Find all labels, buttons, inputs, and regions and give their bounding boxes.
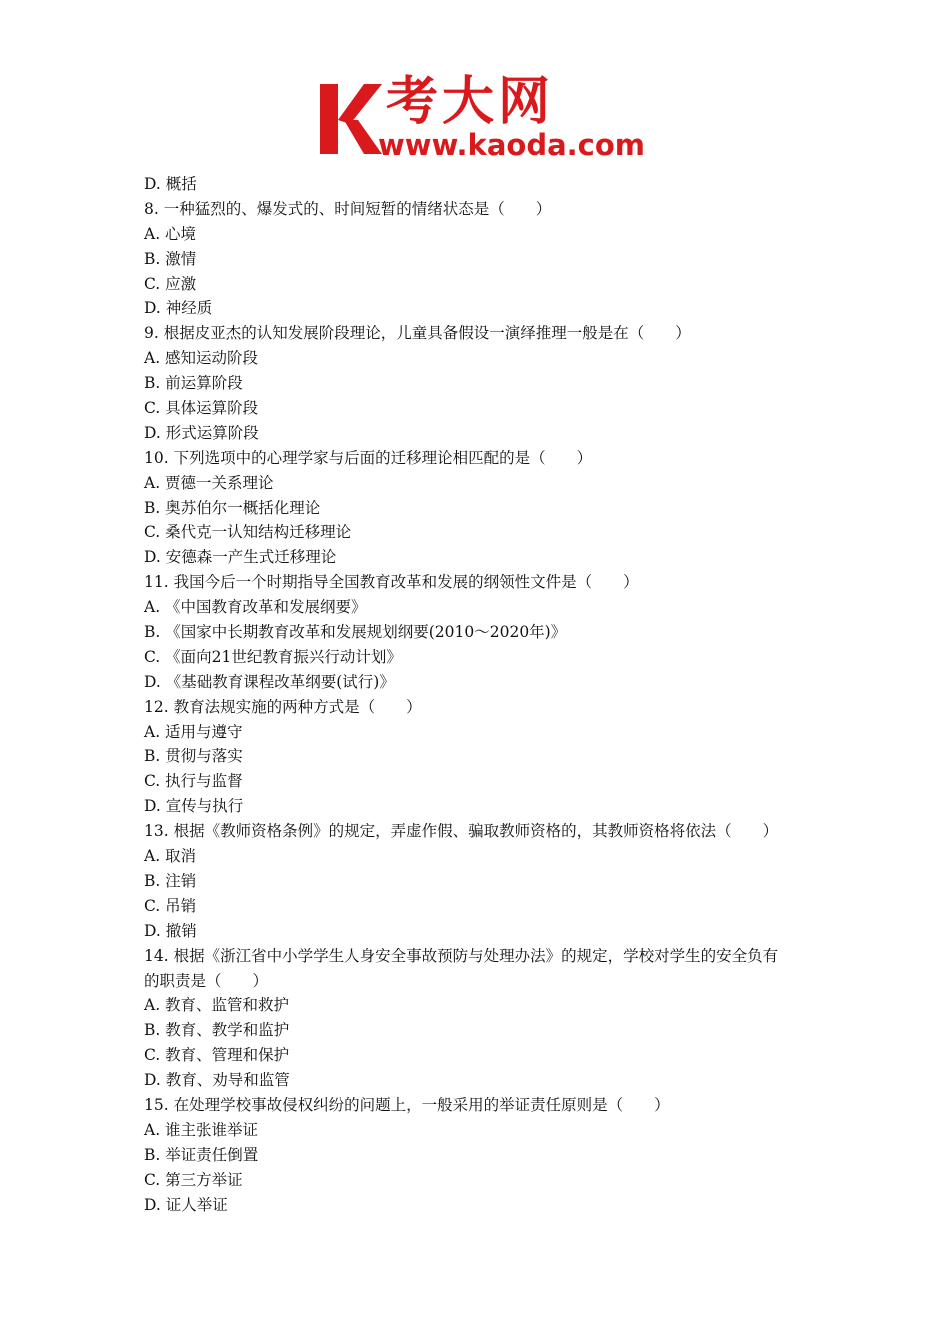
option-line: D. 撤销 — [144, 921, 197, 940]
option-line: B. 前运算阶段 — [144, 374, 243, 393]
question-line: 13. 根据《教师资格条例》的规定，弄虚作假、骗取教师资格的，其教师资格将依法（ ） — [144, 822, 779, 841]
k-logo-icon — [318, 80, 384, 158]
option-line: B. 激情 — [144, 249, 197, 268]
option-line: B. 《国家中长期教育改革和发展规划纲要(2010～2020年)》 — [144, 623, 567, 642]
question-line: 12. 教育法规实施的两种方式是（ ） — [144, 697, 422, 716]
question-line-continued: 的职责是（ ） — [144, 971, 269, 990]
question-line: 15. 在处理学校事故侵权纠纷的问题上，一般采用的举证责任原则是（ ） — [144, 1095, 670, 1114]
option-line: D. 神经质 — [144, 299, 213, 318]
exam-questions — [144, 172, 824, 1217]
option-line: C. 《面向21世纪教育振兴行动计划》 — [144, 647, 402, 666]
option-line: D. 《基础教育课程改革纲要(试行)》 — [144, 672, 395, 691]
option-line: B. 贯彻与落实 — [144, 747, 243, 766]
option-line: C. 教育、管理和保护 — [144, 1046, 290, 1065]
option-line: C. 应激 — [144, 274, 197, 293]
option-line: B. 奥苏伯尔一概括化理论 — [144, 498, 321, 517]
option-line: A. 取消 — [144, 847, 197, 866]
option-line: D. 教育、劝导和监管 — [144, 1071, 290, 1090]
option-line: B. 注销 — [144, 871, 197, 890]
option-line: A. 教育、监管和救护 — [144, 996, 290, 1015]
option-line: A. 适用与遵守 — [144, 722, 243, 741]
option-line: D. 证人举证 — [144, 1195, 228, 1214]
option-line: D. 概括 — [144, 175, 197, 193]
option-line: D. 安德森一产生式迁移理论 — [144, 548, 337, 567]
option-line: A. 心境 — [144, 224, 197, 243]
option-line: B. 举证责任倒置 — [144, 1145, 259, 1164]
option-line: D. 形式运算阶段 — [144, 423, 259, 442]
site-logo — [318, 72, 645, 164]
question-line: 14. 根据《浙江省中小学学生人身安全事故预防与处理办法》的规定，学校对学生的安全负有 — [144, 946, 779, 965]
logo-site-name: 考大网 — [386, 72, 555, 132]
option-line: C. 第三方举证 — [144, 1170, 243, 1189]
question-line: 9. 根据皮亚杰的认知发展阶段理论，儿童具备假设一演绎推理一般是在（ ） — [144, 324, 691, 343]
option-line: D. 宣传与执行 — [144, 797, 244, 816]
question-line: 10. 下列选项中的心理学家与后面的迁移理论相匹配的是（ ） — [144, 448, 593, 467]
question-line: 11. 我国今后一个时期指导全国教育改革和发展的纲领性文件是（ ） — [144, 573, 639, 592]
option-line: A. 《中国教育改革和发展纲要》 — [144, 598, 367, 617]
option-line: A. 谁主张谁举证 — [144, 1120, 259, 1139]
option-line: C. 执行与监督 — [144, 772, 243, 791]
option-line: B. 教育、教学和监护 — [144, 1021, 290, 1040]
option-line: A. 贾德一关系理论 — [144, 473, 274, 492]
question-line: 8. 一种猛烈的、爆发式的、时间短暂的情绪状态是（ ） — [144, 199, 552, 218]
logo-url: www.kaoda.com — [378, 128, 645, 162]
option-line: A. 感知运动阶段 — [144, 349, 259, 368]
option-line: C. 具体运算阶段 — [144, 399, 259, 418]
option-line: C. 吊销 — [144, 896, 197, 915]
option-line: C. 桑代克一认知结构迁移理论 — [144, 523, 352, 542]
